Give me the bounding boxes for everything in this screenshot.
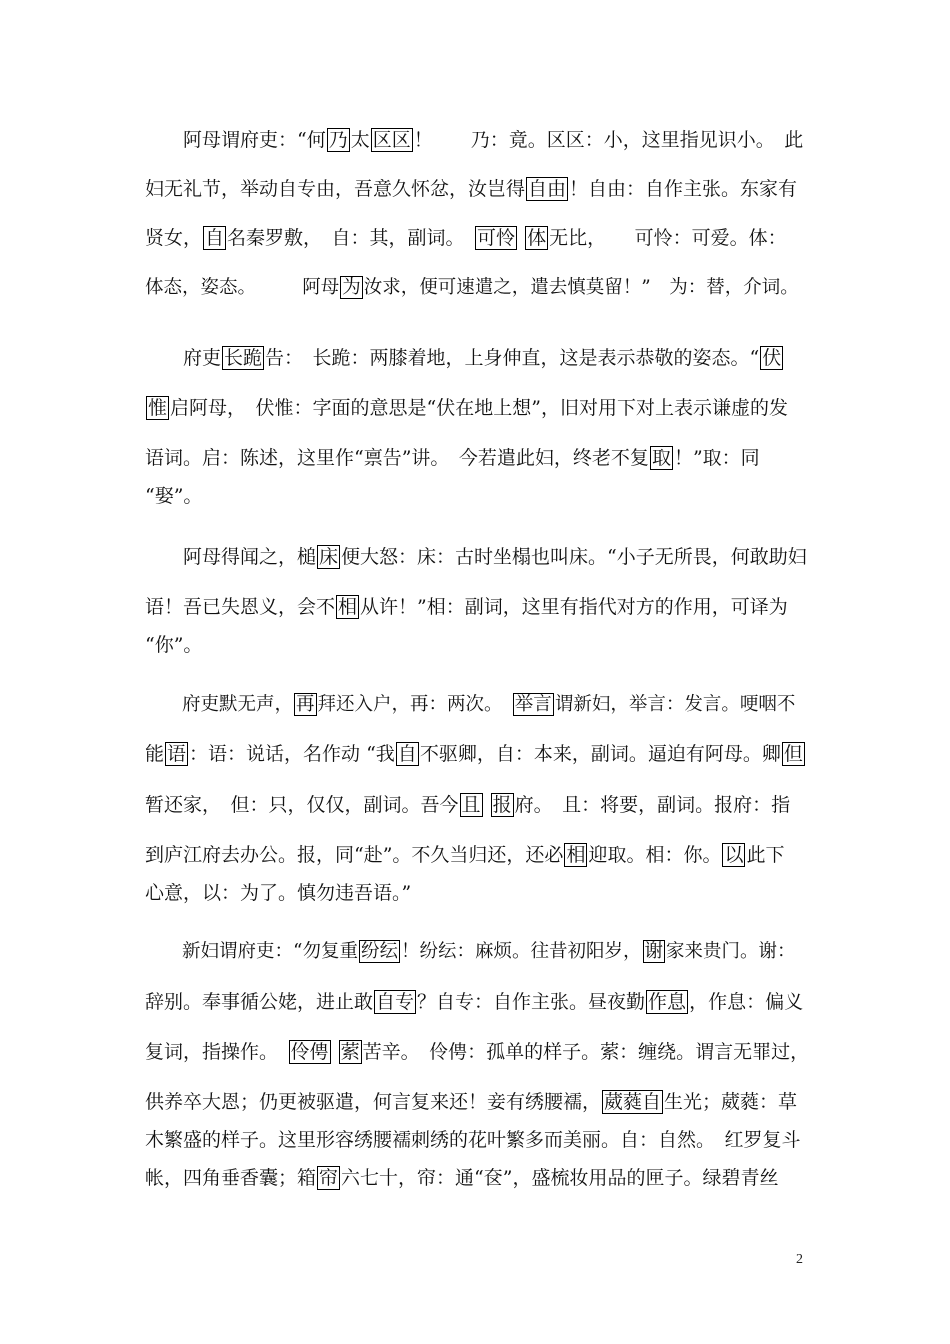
text-segment: 名秦罗敷， 自：其，副词。: [227, 227, 475, 249]
text-segment: ！”取：同: [673, 447, 760, 469]
boxed-keyword: 自: [397, 743, 417, 765]
text-segment: 贤女，: [145, 227, 203, 249]
text-segment: 谓新妇，举言：发言。哽咽不: [554, 694, 796, 715]
boxed-keyword: 以: [724, 844, 744, 866]
text-line: [145, 276, 810, 300]
text-line: [145, 396, 810, 420]
text-segment: 帐，四角垂香囊；箱: [145, 1167, 317, 1189]
text-segment: “你”。: [145, 634, 203, 656]
boxed-keyword: 相: [338, 596, 358, 618]
text-segment: 辞别。奉事循公姥，进止敢: [145, 991, 374, 1013]
text-segment: ，作息：偏义: [689, 991, 804, 1013]
text-segment: 家来贵门。谢：: [666, 941, 796, 962]
text-line: [145, 990, 810, 1014]
text-line: [145, 128, 810, 152]
text-segment: 便大怒：床：古时坐榻也叫床。“小子无所畏，何敢助妇: [341, 546, 807, 568]
text-segment: 告： 长跪：两膝着地，上身伸直，这是表示恭敬的姿态。“: [265, 347, 760, 369]
boxed-keyword: 相: [566, 844, 586, 866]
boxed-keyword: 语: [167, 743, 187, 765]
text-segment: 生光；葳蕤：草: [664, 1091, 798, 1113]
text-line: [145, 177, 810, 201]
boxed-keyword: 谢: [644, 941, 664, 962]
text-segment: 启阿母， 伏惟：字面的意思是“伏在地上想”，旧对用下对上表示谦虚的发: [170, 397, 788, 419]
text-line: [145, 742, 810, 766]
text-line: [145, 1090, 810, 1114]
text-segment: 能: [145, 743, 165, 765]
boxed-keyword: 乃: [328, 129, 348, 151]
text-segment: [484, 794, 490, 816]
text-segment: 木繁盛的样子。这里形容绣腰襦刺绣的花叶繁多而美丽。自：自然。 红罗复斗: [145, 1129, 801, 1151]
text-segment: 府吏默无声，: [145, 694, 294, 715]
text-segment: 汝求，便可速遣之，遣去慎莫留！” 为：替，介词。: [363, 277, 799, 298]
text-segment: [332, 1041, 338, 1063]
text-line: [145, 595, 810, 619]
text-line: [145, 793, 810, 817]
text-line: [145, 545, 810, 569]
boxed-keyword: 帘: [319, 1167, 339, 1189]
text-segment: 无比， 可怜：可爱。体：: [549, 227, 787, 249]
text-segment: 苦辛。 伶俜：孤单的样子。萦：缠绕。谓言无罪过，: [362, 1041, 810, 1063]
boxed-keyword: 可怜: [477, 227, 516, 249]
boxed-keyword: 再: [296, 694, 315, 715]
boxed-keyword: 葳蕤自: [604, 1091, 662, 1113]
boxed-keyword: 但: [783, 743, 803, 765]
text-line: [145, 346, 810, 370]
boxed-keyword: 自: [205, 227, 225, 249]
text-segment: 体态，姿态。 阿母: [145, 277, 340, 298]
text-segment: “娶”。: [145, 485, 203, 507]
boxed-keyword: 为: [342, 277, 361, 298]
boxed-keyword: 且: [461, 794, 481, 816]
boxed-keyword: 自由: [528, 178, 567, 200]
text-segment: 阿母谓府吏：“何: [145, 129, 326, 151]
text-line: [145, 1166, 810, 1190]
text-segment: 阿母得闻之，槌: [145, 546, 317, 568]
text-segment: 从许！”相：副词，这里有指代对方的作用，可译为: [360, 596, 788, 618]
text-line: [145, 693, 810, 717]
text-segment: 六七十，帘：通“奁”，盛梳妆用品的匣子。绿碧青丝: [341, 1167, 779, 1189]
text-segment: 此下: [746, 844, 785, 866]
text-segment: 不驱卿，自：本来，副词。逼迫有阿母。卿: [419, 743, 781, 765]
text-line: [145, 843, 810, 867]
text-segment: ！ 乃：竟。区区：小，这里指见识小。 此: [413, 129, 804, 151]
boxed-keyword: 伶俜: [290, 1041, 329, 1063]
boxed-keyword: 取: [651, 447, 671, 469]
text-segment: 迎取。相：你。: [588, 844, 722, 866]
text-segment: [518, 227, 524, 249]
text-line: [145, 226, 810, 250]
text-segment: 语！吾已失恩义，会不: [145, 596, 336, 618]
text-line: [145, 881, 810, 905]
text-segment: ！自由：自作主张。东家有: [569, 178, 798, 200]
text-line: [145, 1128, 810, 1152]
text-segment: 太: [350, 129, 370, 151]
page-number: 2: [796, 1252, 803, 1267]
text-segment: 暂还家， 但：只，仅仅，副词。吾今: [145, 794, 459, 816]
text-line: [145, 940, 810, 964]
boxed-keyword: 作息: [648, 991, 687, 1013]
text-segment: 府。 且：将要，副词。报府：指: [514, 794, 791, 816]
text-segment: 心意，以：为了。慎勿违吾语。”: [145, 882, 412, 904]
boxed-keyword: 床: [319, 546, 339, 568]
text-segment: 复词，指操作。: [145, 1041, 288, 1063]
text-segment: 供养卒大恩；仍更被驱遣，何言复来还！妾有绣腰襦，: [145, 1091, 602, 1113]
boxed-keyword: 萦: [340, 1041, 360, 1063]
boxed-keyword: 纷纭: [360, 941, 398, 962]
text-line: [145, 1040, 810, 1064]
boxed-keyword: 自专: [376, 991, 415, 1013]
boxed-keyword: 体: [527, 227, 547, 249]
text-segment: ：语：说话，名作动 “我: [189, 743, 395, 765]
text-segment: 拜还入户，再：两次。: [317, 694, 512, 715]
text-line: [145, 484, 810, 508]
boxed-keyword: 伏: [762, 347, 782, 369]
text-segment: ？自专：自作主张。昼夜勤: [417, 991, 646, 1013]
text-segment: 府吏: [145, 347, 222, 369]
text-segment: ！纷纭：麻烦。往昔初阳岁，: [400, 941, 642, 962]
boxed-keyword: 长跪: [224, 347, 263, 369]
text-segment: 新妇谓府吏：“勿复重: [145, 941, 358, 962]
text-segment: 语词。启：陈述，这里作“禀告”讲。 今若遣此妇，终老不复: [145, 447, 649, 469]
text-line: [145, 446, 810, 470]
boxed-keyword: 报: [492, 794, 512, 816]
text-line: [145, 633, 810, 657]
boxed-keyword: 区区: [372, 129, 411, 151]
text-segment: 到庐江府去办公。报，同“赴”。不久当归还，还必: [145, 844, 564, 866]
boxed-keyword: 惟: [148, 397, 168, 419]
text-segment: 妇无礼节，举动自专由，吾意久怀忿，汝岂得: [145, 178, 526, 200]
boxed-keyword: 举言: [514, 694, 552, 715]
